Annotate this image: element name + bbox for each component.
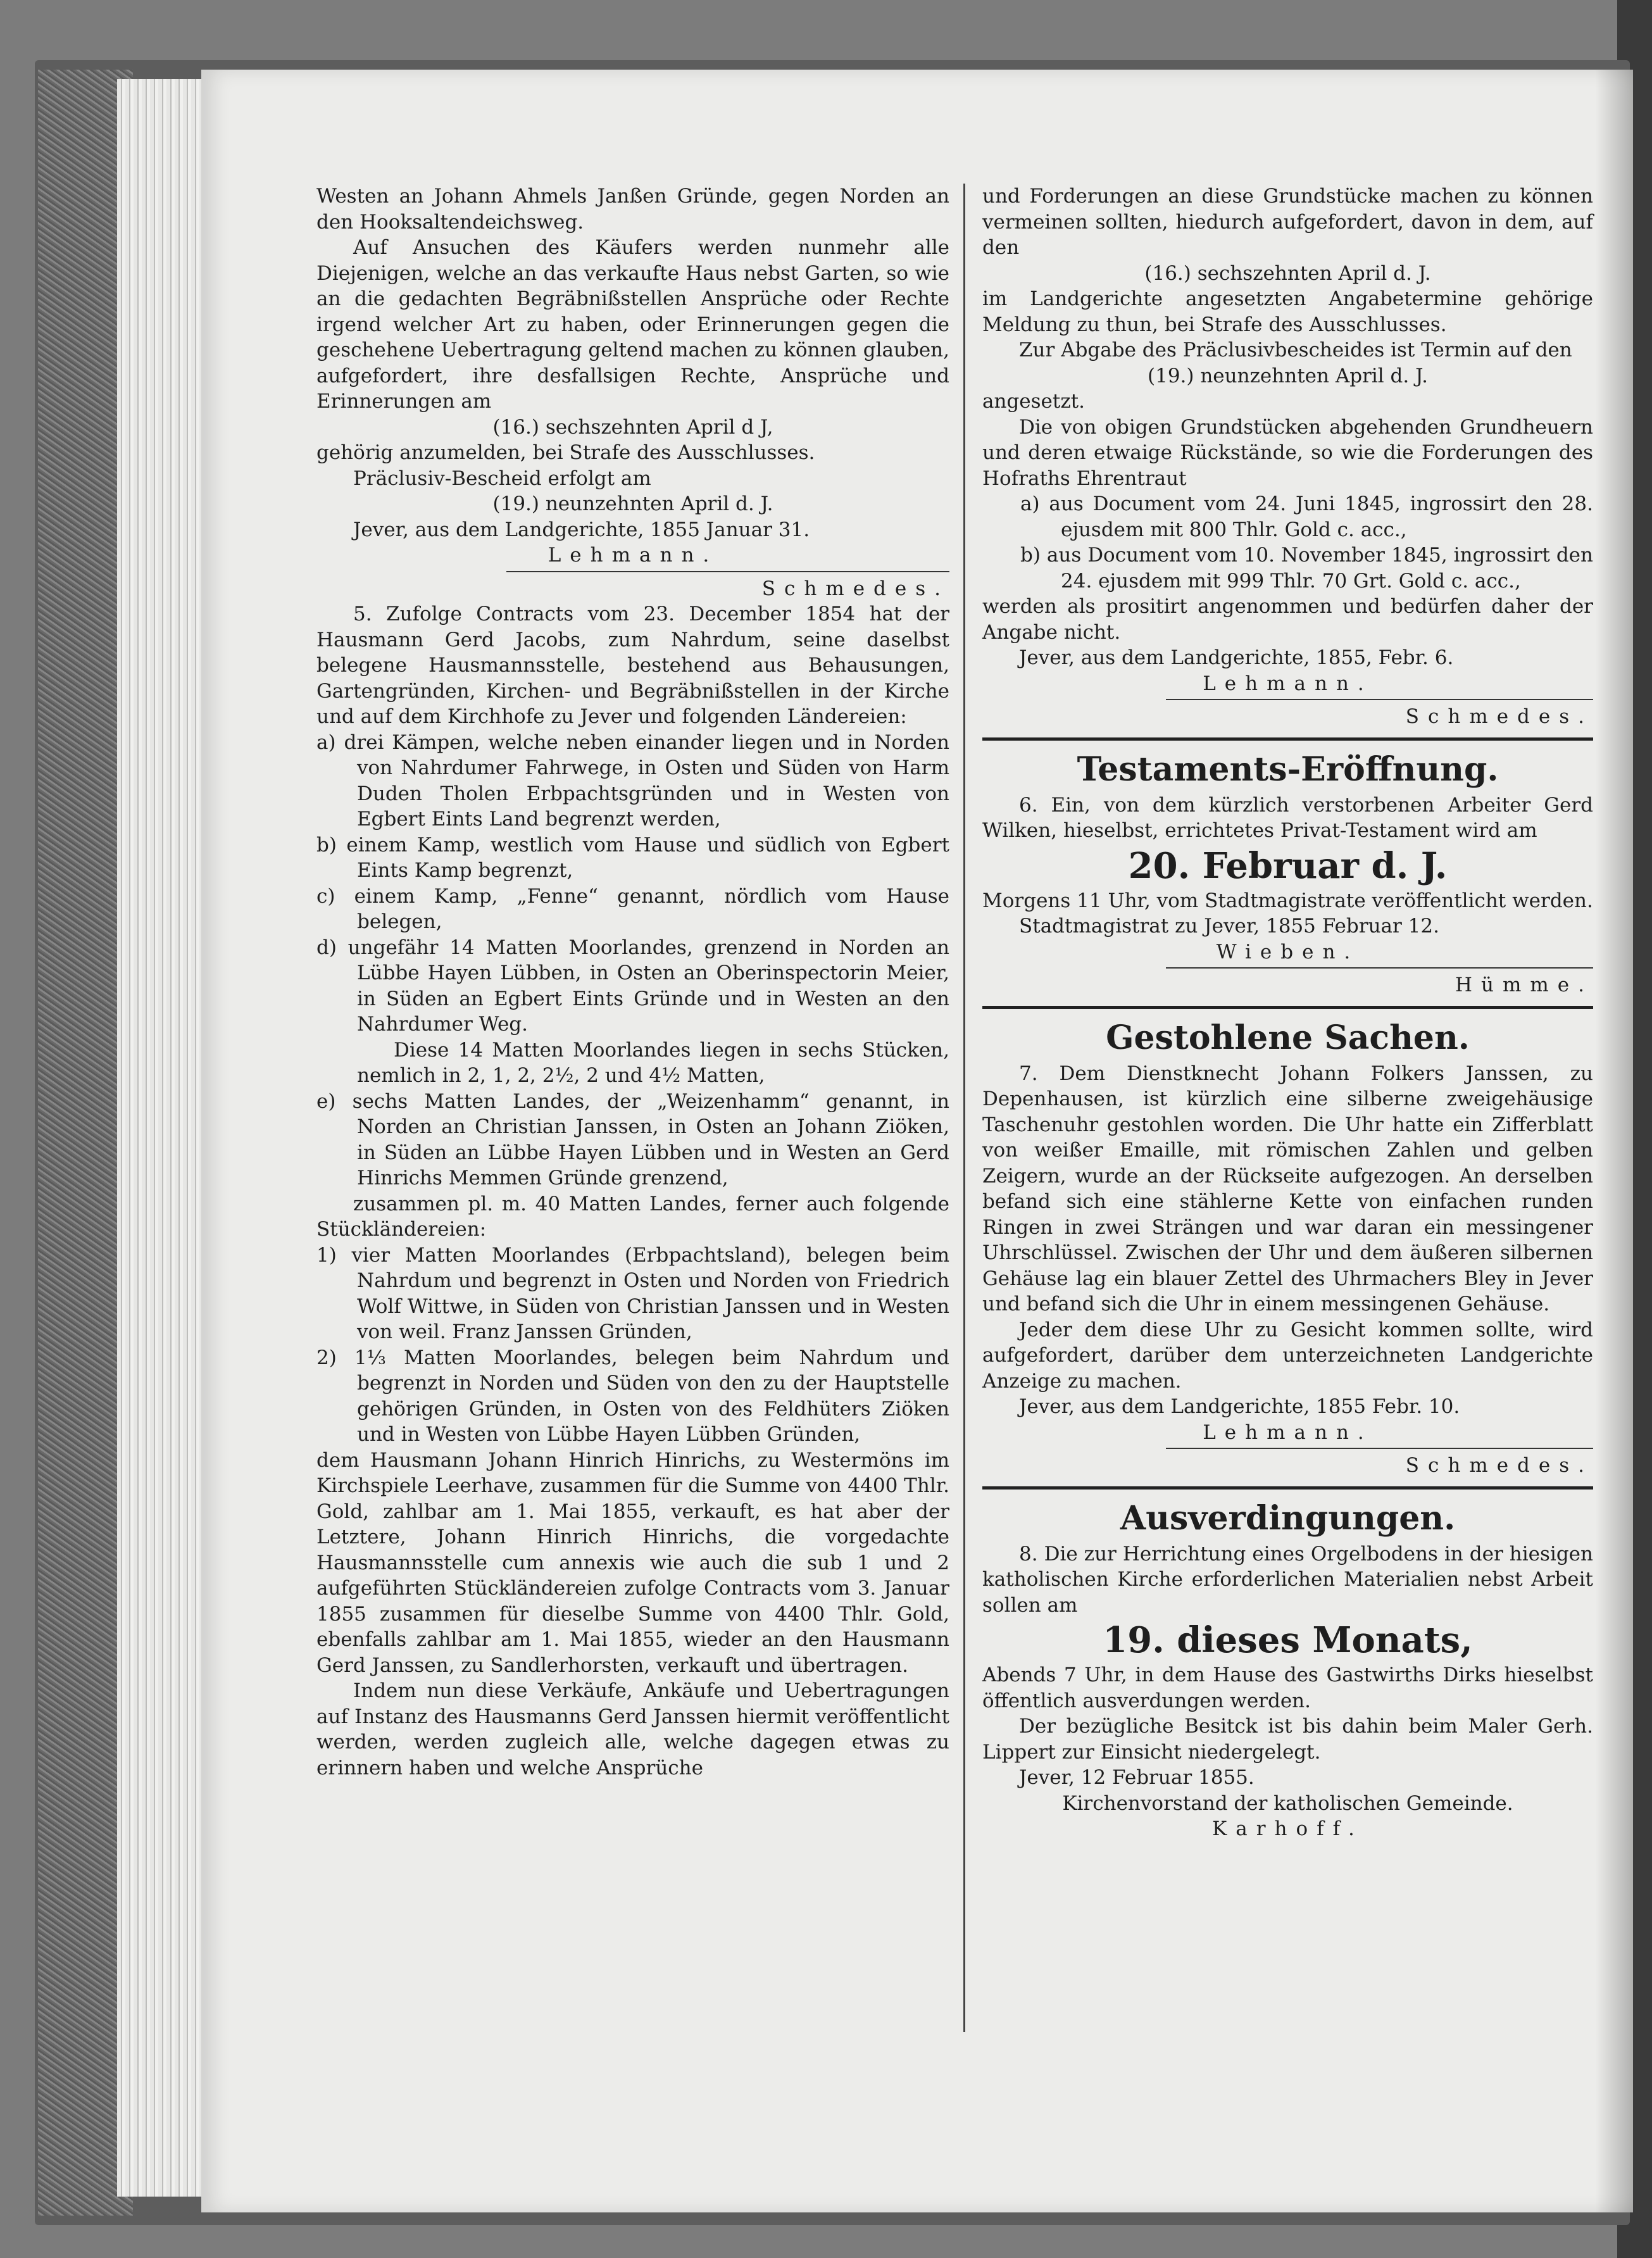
section-rule (982, 737, 1593, 741)
notice-6: 6. Ein, von dem kürzlich verstorbenen Arbeiter Gerd Wilken, hieselbst, errichtetes Privat-Testament wird am (982, 793, 1593, 842)
date-line: (19.) neunzehnten April d. J. (492, 492, 773, 515)
right-column (982, 184, 1593, 1842)
paragraph: Indem nun diese Verkäufe, Ankäufe und Uebertragungen auf Instanz des Hausmanns Gerd Janssen hiermit veröffentlicht werden, werden zugleich alle, welche dagegen etwas zu erinnern haben und welche Ansprüche (316, 1679, 949, 1779)
signature: Hümme. (1455, 974, 1593, 996)
notice-5: 5. Zufolge Contracts vom 23. December 1854 hat der Hausmann Gerd Jacobs, zum Nahrdum, seine daselbst belegene Hausmannsstelle, bestehend aus Behausungen, Gartengründen, Kirchen- und Begräbnißstellen in der Kirche und auf dem Kirchhofe zu Jever und folgenden Ländereien: (316, 603, 949, 728)
list-item: b) aus Document vom 10. November 1845, ingrossirt den 24. ejusdem mit 999 Thlr. 70 Grt. Gold c. acc., (1020, 544, 1593, 593)
signature: Lehmann. (1203, 672, 1373, 695)
section-heading: Ausverdingungen. (1120, 1498, 1456, 1538)
paragraph: Westen an Johann Ahmels Janßen Gründe, gegen Norden an den Hooksaltendeichsweg. (316, 185, 949, 234)
paragraph: angesetzt. (982, 390, 1085, 413)
paragraph: werden als prositirt angenommen und bedürfen daher der Angabe nicht. (982, 595, 1593, 644)
paragraph: Abends 7 Uhr, in dem Hause des Gastwirths Dirks hieselbst öffentlich ausverdungen werden. (982, 1664, 1593, 1712)
list-item: 1) vier Matten Moorlandes (Erbpachtsland), belegen beim Nahrdum und begrenzt in Osten und Norden von Friedrich Wolf Wittwe, in Süden von Christian Janssen und in Westen von weil. Franz Janssen Gründen, (316, 1243, 949, 1343)
signature: Schmedes. (1405, 705, 1593, 728)
section-rule (982, 1006, 1593, 1009)
date-line: (16.) sechszehnten April d J, (492, 415, 773, 439)
paragraph: zusammen pl. m. 40 Matten Landes, ferner auch folgende Stückländereien: (316, 1192, 949, 1241)
paragraph: gehörig anzumelden, bei Strafe des Ausschlusses. (316, 441, 815, 464)
paragraph: Diese 14 Matten Moorlandes liegen in sechs Stücken, nemlich in 2, 1, 2, 2½, 2 und 4½ Matten, (357, 1038, 949, 1087)
list-item: 2) 1⅓ Matten Moorlandes, belegen beim Nahrdum und begrenzt in Norden und Süden von den zu der Hauptstelle gehörigen Gründen, in Osten von des Feldhüters Ziöken und in Westen von Lübbe Hayen Lübben Gründen, (316, 1346, 949, 1446)
paragraph: und Forderungen an diese Grundstücke machen zu können vermeinen sollten, hiedurch aufgefordert, davon in dem, auf den (982, 185, 1593, 259)
section-heading: Testaments-Eröffnung. (1077, 750, 1499, 789)
list-item: e) sechs Matten Landes, der „Weizenhamm“ genannt, in Norden an Christian Janssen, in Osten an Johann Ziöken, in Süden an Lübbe Hayen Lübben und in Westen an Gerd Hinrichs Memmen Gründe grenzend, (316, 1089, 949, 1189)
list-item: d) ungefähr 14 Matten Moorlandes, grenzend in Norden an Lübbe Hayen Lübben, in Osten an Oberinspectorin Meier, in Süden an Egbert Eints Gründe und in Westen an den Nahrdumer Weg. (316, 936, 949, 1036)
signature: Lehmann. (1203, 1421, 1373, 1444)
place-date-line: Jever, aus dem Landgerichte, 1855 Januar 31. (353, 518, 810, 541)
place-date-line: Jever, aus dem Landgerichte, 1855 Febr. 10. (1019, 1395, 1460, 1418)
section-heading: Gestohlene Sachen. (1106, 1018, 1470, 1057)
place-date-line: Stadtmagistrat zu Jever, 1855 Februar 12. (1019, 915, 1439, 938)
paragraph: Auf Ansuchen des Käufers werden nunmehr alle Diejenigen, welche an das verkaufte Haus nebst Garten, so wie an die gedachten Begräbnißstellen Ansprüche oder Rechte irgend welcher Art zu haben, oder Erinnerungen gegen die geschehene Uebertragung geltend machen zu können glauben, aufgefordert, ihre desfallsigen Rechte, Ansprüche und Erinnerungen am (316, 236, 949, 413)
signature-rule (1166, 1448, 1594, 1449)
issuer-line: Kirchenvorstand der katholischen Gemeinde. (1062, 1791, 1513, 1815)
list-item: a) aus Document vom 24. Juni 1845, ingrossirt den 28. ejusdem mit 800 Thlr. Gold c. acc., (1020, 492, 1593, 541)
page-gutter-shadow (1595, 70, 1633, 2212)
column-divider (963, 184, 965, 2032)
list-item: c) einem Kamp, „Fenne“ genannt, nördlich vom Hause belegen, (316, 884, 949, 933)
paragraph: Jeder dem diese Uhr zu Gesicht kommen sollte, wird aufgefordert, darüber dem unterzeichneten Landgerichte Anzeige zu machen. (982, 1318, 1593, 1393)
signature: Karhoff. (1212, 1817, 1363, 1840)
place-date-line: Jever, 12 Februar 1855. (1019, 1766, 1255, 1789)
paragraph: Morgens 11 Uhr, vom Stadtmagistrate veröffentlicht werden. (982, 889, 1593, 912)
signature: Wieben. (1216, 940, 1360, 963)
paragraph: im Landgerichte angesetzten Angabetermine gehörige Meldung zu thun, bei Strafe des Ausschlusses. (982, 287, 1593, 336)
date-line: (19.) neunzehnten April d. J. (1148, 364, 1428, 387)
signature: Lehmann. (548, 544, 718, 567)
date-highlight: 20. Februar d. J. (1128, 844, 1448, 887)
signature: Schmedes. (1405, 1454, 1593, 1477)
section-rule (982, 1486, 1593, 1490)
paragraph: Zur Abgabe des Präclusivbescheides ist Termin auf den (1019, 339, 1572, 361)
signature-rule (1166, 967, 1594, 969)
place-date-line: Jever, aus dem Landgerichte, 1855, Febr. 6. (1019, 646, 1454, 669)
list-item: b) einem Kamp, westlich vom Hause und südlich von Egbert Eints Kamp begrenzt, (316, 833, 949, 882)
left-column (316, 184, 949, 1781)
paragraph: Präclusiv-Bescheid erfolgt am (353, 467, 651, 490)
paragraph: Der bezügliche Besitck ist bis dahin beim Maler Gerh. Lippert zur Einsicht niedergelegt. (982, 1715, 1593, 1764)
signature-rule (506, 571, 949, 572)
paragraph: Die von obigen Grundstücken abgehenden Grundheuern und deren etwaige Rückstände, so wie die Forderungen des Hofraths Ehrentraut (982, 415, 1593, 490)
date-line: (16.) sechszehnten April d. J. (1144, 261, 1431, 285)
date-highlight: 19. dieses Monats, (1103, 1619, 1473, 1661)
notice-7: 7. Dem Dienstknecht Johann Folkers Janssen, zu Depenhausen, ist kürzlich eine silberne zweigehäusige Taschenuhr gestohlen worden. Die Uhr hatte ein Zifferblatt von weißer Emaille, mit römischen Zahlen und gelben Zeigern, wurde an der Rückseite aufgezogen. An derselben befand sich eine stählerne Kette von einfachen runden Ringen in zwei Strängen und war daran ein messingener Uhrschlüssel. Zwischen der Uhr und dem äußeren silbernen Gehäuse lag ein blauer Zettel des Uhrmachers Bley in Jever und befand sich die Uhr in einem messingenen Gehäuse. (982, 1062, 1593, 1315)
list-item: a) drei Kämpen, welche neben einander liegen und in Norden von Nahrdumer Fahrwege, in Osten und Süden von Harm Duden Tholen Erbpachtsgründen und in Westen von Egbert Eints Land begrenzt werden, (316, 731, 949, 831)
signature: Schmedes. (761, 577, 949, 600)
notice-8: 8. Die zur Herrichtung eines Orgelbodens in der hiesigen katholischen Kirche erforderlichen Materialien nebst Arbeit sollen am (982, 1542, 1593, 1617)
signature-rule (1166, 699, 1594, 700)
paragraph: dem Hausmann Johann Hinrich Hinrichs, zu Westermöns im Kirchspiele Leerhave, zusammen für die Summe von 4400 Thlr. Gold, zahlbar am 1. Mai 1855, verkauft, es hat aber der Letztere, Johann Hinrich Hinrichs, die vorgedachte Hausmannsstelle cum annexis wie auch die sub 1 und 2 aufgeführten Stückländereien zufolge Contracts vom 3. Januar 1855 zusammen für dieselbe Summe von 4400 Thlr. Gold, ebenfalls zahlbar am 1. Mai 1855, wieder an den Hausmann Gerd Janssen, zu Sandlerhorsten, verkauft und übertragen. (316, 1448, 949, 1677)
